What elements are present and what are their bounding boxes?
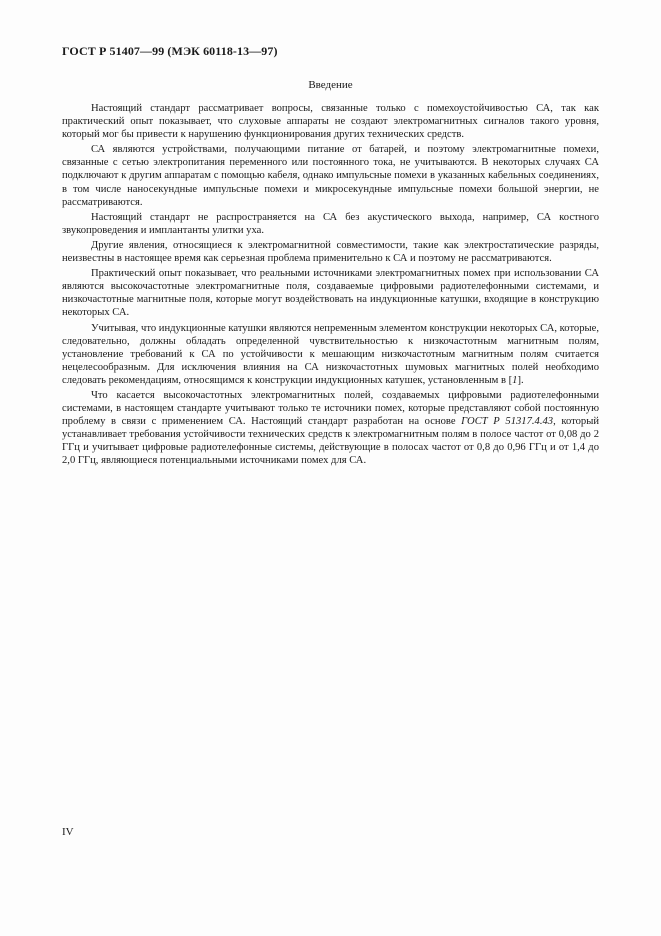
paragraph-2: СА являются устройствами, получающими питание от батарей, и поэтому электромагнитные помехи, связанные с сетью электропитания переменного или постоянного тока, не учитываются. В некоторых случаях СА подключают к другим аппаратам с помощью кабеля, однако импульсные помехи в указанных кабельных соединениях, в том числе наносекундные импульсные помехи и микросекундные импульсные помехи большой энергии, не рассматриваются. [62, 144, 599, 208]
paragraph-7 [62, 389, 599, 468]
page-number: IV [62, 826, 74, 838]
section-title: Введение [308, 79, 353, 91]
paragraph-6-text: Учитывая, что индукционные катушки являются непременным элементом конструкции некоторых СА, которые, следовательно, должны обладать определенной чувствительностью к низкочастотным магнитным полям, установление требований к СА по устойчивости к мешающим низкочастотным магнитным полям считается нецелесообразным. Для исключения влияния на СА низкочастотных шумовых магнитных полей необходимо следовать рекомендациям, относящимся к конструкции индукционных катушек, установленным в [ [62, 322, 599, 386]
paragraph-7-text: Что касается высокочастотных электромагнитных полей, создаваемых цифровыми радиотелефонными системами, в настоящем стандарте учитывают только те источники помех, которые представляют собой постоянную проблему в связи с применением СА. Настоящий стандарт разработан на основе [62, 389, 599, 428]
document-body [62, 102, 599, 470]
standard-reference: ГОСТ Р 51317.4.43 [461, 416, 554, 428]
paragraph-6-tail: ]. [517, 374, 524, 386]
paragraph-3: Настоящий стандарт не распространяется на СА без акустического выхода, например, СА костного звукопроведения и имплантанты улитки уха. [62, 211, 599, 236]
paragraph-5: Практический опыт показывает, что реальными источниками электромагнитных помех при использовании СА являются высокочастотные электромагнитные поля, создаваемые цифровыми радиотелефонными системами, и низкочастотные магнитные поля, которые могут воздействовать на индукционные катушки, входящие в конструкцию некоторых СА. [62, 268, 599, 319]
paragraph-6 [62, 322, 599, 387]
paragraph-7-tail: , который устанавливает требования устойчивости технических средств к электромагнитным полям в полосе частот от 0,08 до 2 ГГц и учитывает цифровые радиотелефонные системы, действующие в полосах частот от 0,8 до 0,96 ГГц и от 1,4 до 2,0 ГГц, являющиеся потенциальными источниками помех для СА. [62, 416, 599, 467]
paragraph-4: Другие явления, относящиеся к электромагнитной совместимости, такие как электростатические разряды, неизвестны в настоящее время как серьезная проблема применительно к СА и поэтому не рассматриваются. [62, 239, 599, 265]
document-header: ГОСТ Р 51407—99 (МЭК 60118-13—97) [62, 44, 278, 58]
paragraph-1: Настоящий стандарт рассматривает вопросы, связанные только с помехоустойчивостью СА, так как практический опыт показывает, что слуховые аппараты не создают электромагнитных сигналов такого уровня, который мог бы привести к нарушению функционирования других технических средств. [62, 103, 599, 141]
bibliography-reference: 1 [512, 374, 518, 386]
